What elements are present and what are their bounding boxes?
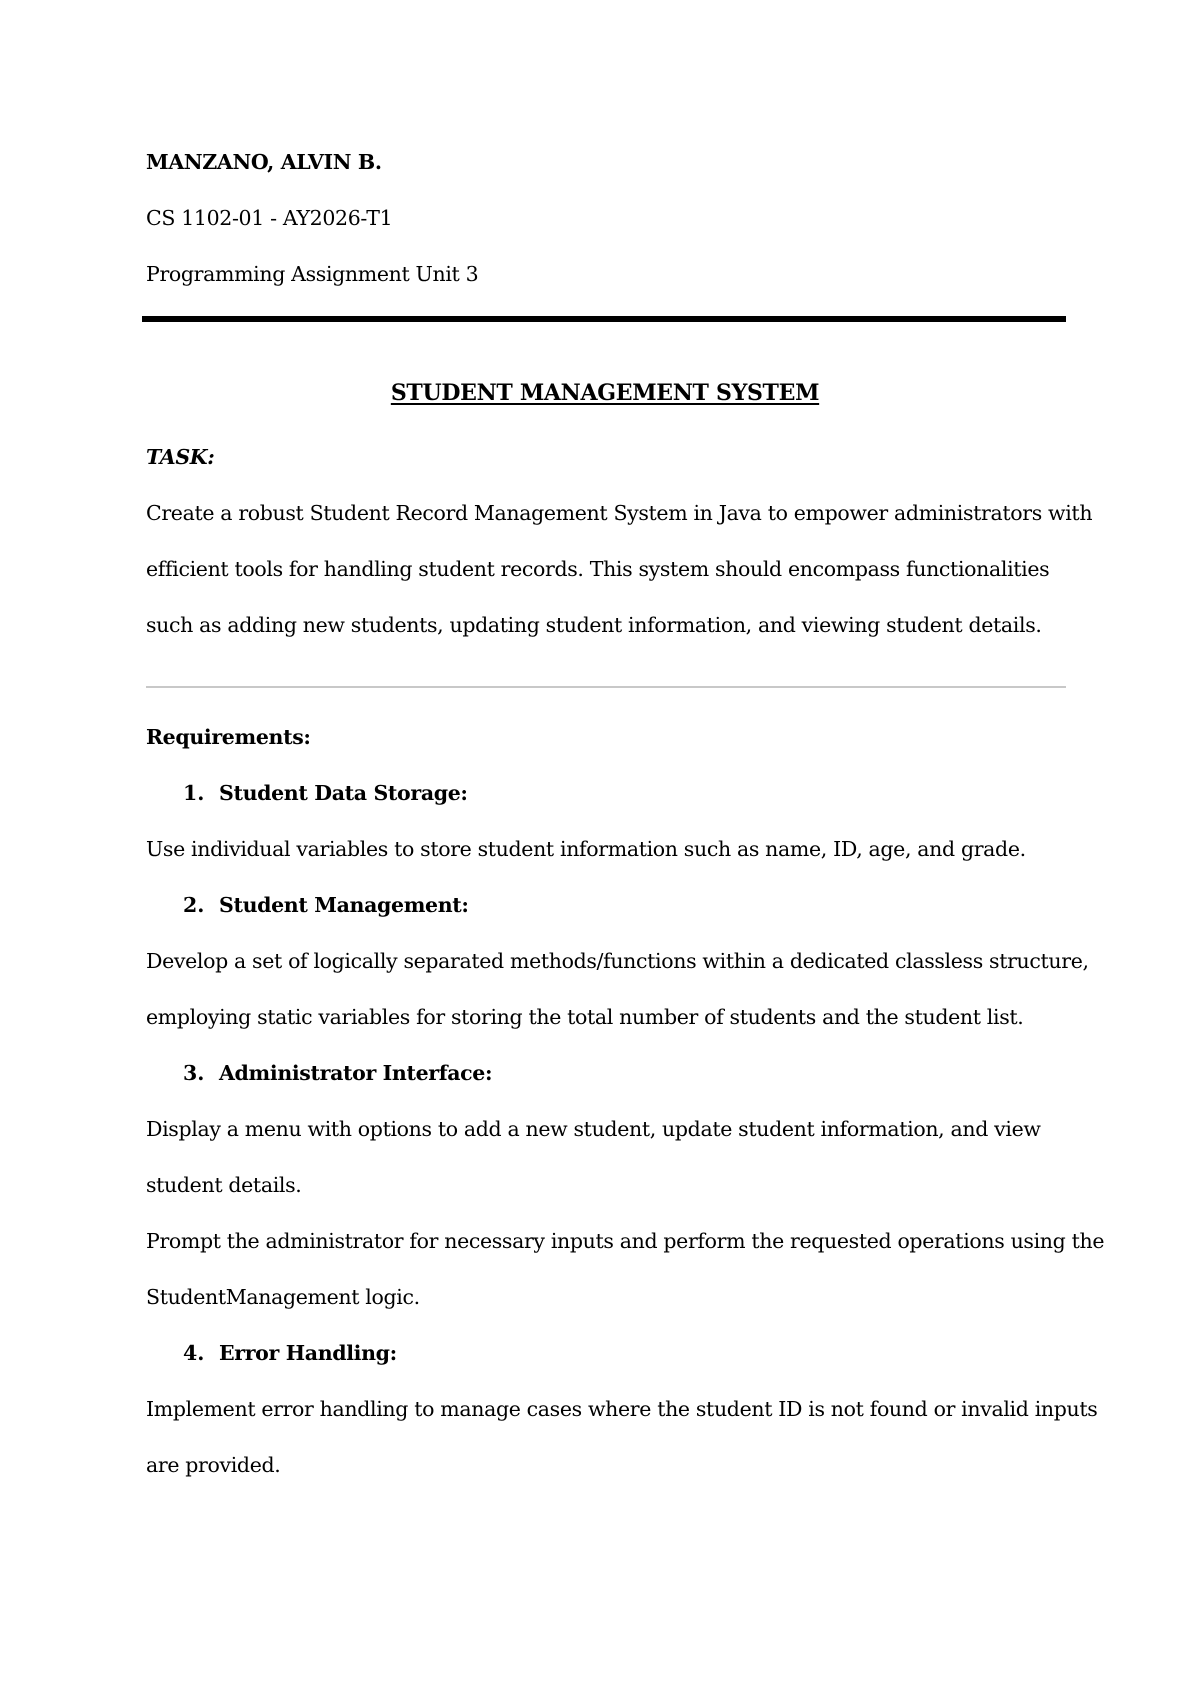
requirement-text: Implement error handling to manage cases where the student ID is not found or invalid inputs <box>146 1397 1098 1421</box>
requirement-number: 3. <box>183 1061 205 1085</box>
assignment-title: Programming Assignment Unit 3 <box>146 262 479 286</box>
requirement-number: 2. <box>183 893 205 917</box>
requirement-text: Use individual variables to store student information such as name, ID, age, and grade. <box>146 837 1026 861</box>
requirement-text: StudentManagement logic. <box>146 1285 420 1309</box>
requirement-heading: Administrator Interface: <box>219 1061 493 1085</box>
section-divider <box>146 686 1066 688</box>
requirement-text: Display a menu with options to add a new student, update student information, and view <box>146 1117 1041 1141</box>
task-label: TASK: <box>146 445 215 469</box>
requirement-heading: Student Management: <box>219 893 469 917</box>
requirement-text: employing static variables for storing the total number of students and the student list. <box>146 1005 1024 1029</box>
requirement-number: 1. <box>183 781 205 805</box>
requirement-text: student details. <box>146 1173 302 1197</box>
header-divider <box>142 316 1066 322</box>
task-line: such as adding new students, updating student information, and viewing student details. <box>146 613 1042 637</box>
requirement-text: are provided. <box>146 1453 281 1477</box>
requirement-number: 4. <box>183 1341 205 1365</box>
requirement-text: Develop a set of logically separated methods/functions within a dedicated classless structure, <box>146 949 1089 973</box>
requirement-heading: Error Handling: <box>219 1341 397 1365</box>
requirement-text: Prompt the administrator for necessary inputs and perform the requested operations using the <box>146 1229 1105 1253</box>
task-line: efficient tools for handling student records. This system should encompass functionalities <box>146 557 1050 581</box>
requirement-heading: Student Data Storage: <box>219 781 468 805</box>
requirements-label: Requirements: <box>146 725 311 749</box>
document-title: STUDENT MANAGEMENT SYSTEM <box>390 380 820 406</box>
task-line: Create a robust Student Record Management System in Java to empower administrators with <box>146 501 1093 525</box>
course-code: CS 1102-01 - AY2026-T1 <box>146 206 393 230</box>
author-name: MANZANO, ALVIN B. <box>146 150 382 174</box>
